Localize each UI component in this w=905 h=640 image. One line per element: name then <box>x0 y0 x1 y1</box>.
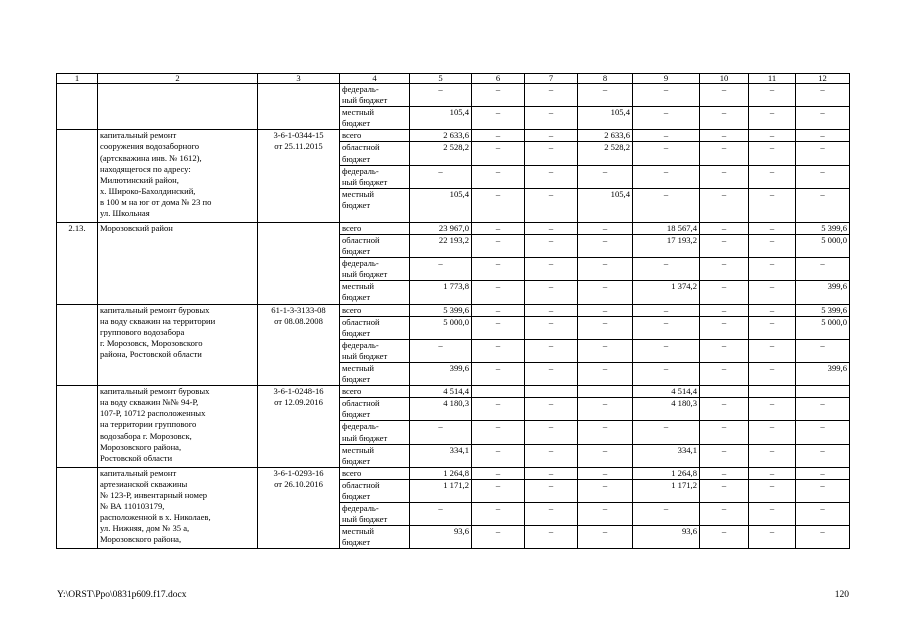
value-cell: 1 264,8 <box>410 467 472 479</box>
value-cell: 1 773,8 <box>410 281 472 304</box>
value-cell: 399,6 <box>796 362 850 385</box>
table-row <box>57 84 850 107</box>
header-cell: 10 <box>700 74 749 84</box>
item-number-cell: 2.13. <box>57 222 98 304</box>
budget-type-cell: местный бюджет <box>340 444 410 467</box>
value-cell: – <box>749 503 796 526</box>
value-cell: – <box>749 444 796 467</box>
value-cell: – <box>525 281 578 304</box>
value-cell: – <box>700 421 749 444</box>
document-ref-cell <box>258 84 340 130</box>
value-cell: – <box>749 304 796 316</box>
value-cell: – <box>633 142 700 165</box>
value-cell: – <box>578 398 633 421</box>
value-cell: – <box>700 222 749 234</box>
document-ref-cell: 3-6-1-0248-16 от 12.09.2016 <box>258 386 340 468</box>
value-cell: 93,6 <box>410 526 472 549</box>
value-cell: – <box>633 362 700 385</box>
value-cell: 399,6 <box>796 281 850 304</box>
budget-type-cell: местный бюджет <box>340 362 410 385</box>
value-cell: – <box>410 84 472 107</box>
value-cell: – <box>472 258 525 281</box>
value-cell: – <box>633 304 700 316</box>
value-cell: – <box>578 421 633 444</box>
budget-type-cell: всего <box>340 130 410 142</box>
value-cell: 4 514,4 <box>633 386 700 398</box>
item-number-cell <box>57 304 98 386</box>
value-cell: – <box>796 130 850 142</box>
value-cell: 334,1 <box>410 444 472 467</box>
value-cell: – <box>700 258 749 281</box>
item-name-cell: капитальный ремонт буровых на воду скважин на территории группового водозабора г. Морозовск, Морозовского района, Ростовской области <box>98 304 258 386</box>
value-cell: – <box>525 444 578 467</box>
value-cell: – <box>472 362 525 385</box>
value-cell: – <box>749 362 796 385</box>
value-cell: – <box>633 421 700 444</box>
value-cell: – <box>578 503 633 526</box>
item-name-cell: капитальный ремонт артезианской скважины № 123-Р, инвентарный номер № ВА 110103179, расположенной в х. Николаев, ул. Нижняя, дом № 35 а, Морозовского района, <box>98 467 258 549</box>
value-cell: – <box>472 234 525 257</box>
value-cell: 5 000,0 <box>410 316 472 339</box>
value-cell: – <box>578 165 633 188</box>
item-name-cell: Морозовский район <box>98 222 258 304</box>
header-cell: 4 <box>340 74 410 84</box>
value-cell: – <box>578 84 633 107</box>
budget-type-cell: областной бюджет <box>340 234 410 257</box>
value-cell: – <box>578 281 633 304</box>
value-cell: – <box>700 188 749 222</box>
header-cell: 3 <box>258 74 340 84</box>
value-cell: – <box>525 503 578 526</box>
value-cell: – <box>796 467 850 479</box>
value-cell: 4 180,3 <box>410 398 472 421</box>
budget-type-cell: всего <box>340 222 410 234</box>
value-cell: – <box>578 479 633 502</box>
value-cell: – <box>472 107 525 130</box>
value-cell: – <box>472 222 525 234</box>
value-cell: 1 171,2 <box>633 479 700 502</box>
value-cell: – <box>749 467 796 479</box>
value-cell: – <box>700 281 749 304</box>
table-row <box>57 222 850 234</box>
value-cell: 5 399,6 <box>796 222 850 234</box>
value-cell: – <box>525 222 578 234</box>
value-cell: – <box>472 503 525 526</box>
value-cell <box>525 386 578 398</box>
value-cell: – <box>749 398 796 421</box>
table-row <box>57 467 850 479</box>
header-cell: 5 <box>410 74 472 84</box>
value-cell: – <box>700 234 749 257</box>
item-name-cell: капитальный ремонт буровых на воду скважин №№ 94-Р, 107-Р, 10712 расположенных на территории группового водозабора г. Морозовск, Морозовского района, Ростовской области <box>98 386 258 468</box>
value-cell: – <box>749 222 796 234</box>
value-cell: 5 000,0 <box>796 316 850 339</box>
item-number-cell <box>57 130 98 222</box>
document-ref-cell: 3-6-1-0344-15 от 25.11.2015 <box>258 130 340 222</box>
value-cell: 5 399,6 <box>410 304 472 316</box>
value-cell: – <box>525 362 578 385</box>
budget-type-cell: федераль- ный бюджет <box>340 258 410 281</box>
budget-type-cell: местный бюджет <box>340 188 410 222</box>
value-cell: – <box>796 258 850 281</box>
value-cell: – <box>472 84 525 107</box>
value-cell: – <box>525 165 578 188</box>
budget-type-cell: федераль- ный бюджет <box>340 339 410 362</box>
value-cell: 2 528,2 <box>578 142 633 165</box>
budget-type-cell: всего <box>340 386 410 398</box>
value-cell: – <box>472 142 525 165</box>
value-cell: – <box>796 503 850 526</box>
value-cell: – <box>472 444 525 467</box>
value-cell: – <box>749 107 796 130</box>
value-cell: – <box>525 421 578 444</box>
value-cell: – <box>749 165 796 188</box>
value-cell: – <box>578 304 633 316</box>
value-cell: – <box>525 234 578 257</box>
value-cell: – <box>472 526 525 549</box>
value-cell: – <box>578 526 633 549</box>
value-cell: – <box>796 165 850 188</box>
value-cell: 4 180,3 <box>633 398 700 421</box>
value-cell: – <box>633 130 700 142</box>
value-cell: 2 528,2 <box>410 142 472 165</box>
value-cell: 1 264,8 <box>633 467 700 479</box>
value-cell: – <box>472 339 525 362</box>
table-row <box>57 304 850 316</box>
value-cell: 105,4 <box>578 107 633 130</box>
value-cell: – <box>700 316 749 339</box>
value-cell: 105,4 <box>410 188 472 222</box>
value-cell: – <box>578 222 633 234</box>
table-row <box>57 386 850 398</box>
budget-type-cell: областной бюджет <box>340 398 410 421</box>
header-cell: 7 <box>525 74 578 84</box>
value-cell: – <box>796 142 850 165</box>
value-cell: – <box>700 304 749 316</box>
value-cell: – <box>633 165 700 188</box>
value-cell: – <box>472 421 525 444</box>
value-cell: – <box>578 444 633 467</box>
value-cell: – <box>525 479 578 502</box>
value-cell: – <box>796 398 850 421</box>
value-cell <box>749 386 796 398</box>
item-number-cell <box>57 386 98 468</box>
value-cell: – <box>472 281 525 304</box>
value-cell: – <box>796 84 850 107</box>
value-cell: 23 967,0 <box>410 222 472 234</box>
value-cell: – <box>749 421 796 444</box>
value-cell <box>700 386 749 398</box>
value-cell: – <box>749 479 796 502</box>
document-ref-cell <box>258 222 340 304</box>
value-cell: – <box>472 398 525 421</box>
value-cell: 1 171,2 <box>410 479 472 502</box>
value-cell: 105,4 <box>578 188 633 222</box>
value-cell: – <box>633 316 700 339</box>
value-cell: 105,4 <box>410 107 472 130</box>
budget-type-cell: федераль- ный бюджет <box>340 165 410 188</box>
value-cell: 22 193,2 <box>410 234 472 257</box>
header-cell: 12 <box>796 74 850 84</box>
value-cell: – <box>749 84 796 107</box>
budget-type-cell: местный бюджет <box>340 281 410 304</box>
value-cell: – <box>749 258 796 281</box>
value-cell: – <box>525 339 578 362</box>
value-cell: 334,1 <box>633 444 700 467</box>
value-cell: – <box>700 479 749 502</box>
value-cell: – <box>700 398 749 421</box>
value-cell: – <box>749 526 796 549</box>
value-cell <box>472 386 525 398</box>
document-ref-cell: 61-1-3-3133-08 от 08.08.2008 <box>258 304 340 386</box>
value-cell: – <box>700 467 749 479</box>
value-cell: – <box>700 130 749 142</box>
budget-type-cell: всего <box>340 467 410 479</box>
header-cell: 9 <box>633 74 700 84</box>
value-cell: – <box>749 234 796 257</box>
value-cell <box>796 386 850 398</box>
value-cell: – <box>633 188 700 222</box>
budget-type-cell: местный бюджет <box>340 107 410 130</box>
value-cell: – <box>525 258 578 281</box>
value-cell: – <box>525 142 578 165</box>
budget-type-cell: федераль- ный бюджет <box>340 503 410 526</box>
value-cell: – <box>578 362 633 385</box>
value-cell: – <box>472 479 525 502</box>
value-cell: – <box>410 421 472 444</box>
value-cell: – <box>410 503 472 526</box>
value-cell: – <box>525 467 578 479</box>
budget-type-cell: областной бюджет <box>340 142 410 165</box>
value-cell: – <box>796 339 850 362</box>
header-cell: 8 <box>578 74 633 84</box>
value-cell: – <box>472 165 525 188</box>
value-cell: – <box>796 444 850 467</box>
budget-type-cell: местный бюджет <box>340 526 410 549</box>
header-cell: 2 <box>98 74 258 84</box>
item-name-cell: капитальный ремонт сооружения водозаборного (артскважина инв. № 1612), находящегося по адресу: Милютинский район, х. Широко-Бахолдинский, в 100 м на юг от дома № 23 по ул. Школьная <box>98 130 258 222</box>
budget-type-cell: федераль- ный бюджет <box>340 421 410 444</box>
value-cell: – <box>578 258 633 281</box>
value-cell: – <box>410 258 472 281</box>
value-cell: 17 193,2 <box>633 234 700 257</box>
value-cell: – <box>749 142 796 165</box>
value-cell: – <box>472 467 525 479</box>
budget-type-cell: федераль- ный бюджет <box>340 84 410 107</box>
value-cell: – <box>633 107 700 130</box>
budget-table <box>56 73 850 549</box>
value-cell: – <box>633 258 700 281</box>
value-cell: 18 567,4 <box>633 222 700 234</box>
value-cell: – <box>700 84 749 107</box>
budget-type-cell: всего <box>340 304 410 316</box>
value-cell: – <box>700 339 749 362</box>
value-cell: – <box>410 165 472 188</box>
page-number: 120 <box>834 590 849 600</box>
value-cell: – <box>796 479 850 502</box>
item-number-cell <box>57 84 98 130</box>
value-cell: – <box>700 362 749 385</box>
value-cell: 1 374,2 <box>633 281 700 304</box>
header-row <box>57 74 850 84</box>
value-cell: – <box>472 304 525 316</box>
budget-type-cell: областной бюджет <box>340 316 410 339</box>
value-cell: 4 514,4 <box>410 386 472 398</box>
value-cell: – <box>796 526 850 549</box>
value-cell: 93,6 <box>633 526 700 549</box>
value-cell: – <box>749 188 796 222</box>
value-cell: – <box>525 304 578 316</box>
header-cell: 11 <box>749 74 796 84</box>
value-cell: – <box>472 188 525 222</box>
value-cell: – <box>578 467 633 479</box>
value-cell: – <box>796 188 850 222</box>
value-cell: – <box>700 503 749 526</box>
value-cell: – <box>633 84 700 107</box>
value-cell: – <box>749 281 796 304</box>
value-cell: 399,6 <box>410 362 472 385</box>
value-cell: – <box>525 107 578 130</box>
value-cell: – <box>700 444 749 467</box>
value-cell: – <box>700 142 749 165</box>
value-cell: – <box>410 339 472 362</box>
value-cell: – <box>749 130 796 142</box>
value-cell: – <box>525 188 578 222</box>
value-cell: 2 633,6 <box>578 130 633 142</box>
value-cell: – <box>525 526 578 549</box>
value-cell: – <box>633 339 700 362</box>
value-cell <box>578 386 633 398</box>
value-cell: 2 633,6 <box>410 130 472 142</box>
value-cell: – <box>578 339 633 362</box>
value-cell: – <box>578 234 633 257</box>
value-cell: 5 000,0 <box>796 234 850 257</box>
value-cell: – <box>749 339 796 362</box>
value-cell: 5 399,6 <box>796 304 850 316</box>
table-body <box>57 74 850 549</box>
value-cell: – <box>700 526 749 549</box>
value-cell: – <box>525 398 578 421</box>
value-cell: – <box>796 421 850 444</box>
value-cell: – <box>700 165 749 188</box>
footer-file-path: Y:\ORST\Ppo\0831p609.f17.docx <box>57 590 187 600</box>
value-cell: – <box>749 316 796 339</box>
item-name-cell <box>98 84 258 130</box>
value-cell: – <box>700 107 749 130</box>
header-cell: 1 <box>57 74 98 84</box>
value-cell: – <box>633 503 700 526</box>
value-cell: – <box>525 84 578 107</box>
value-cell: – <box>796 107 850 130</box>
item-number-cell <box>57 467 98 549</box>
value-cell: – <box>578 316 633 339</box>
value-cell: – <box>472 130 525 142</box>
header-cell: 6 <box>472 74 525 84</box>
document-ref-cell: 3-6-1-0293-16 от 26.10.2016 <box>258 467 340 549</box>
value-cell: – <box>525 130 578 142</box>
budget-type-cell: областной бюджет <box>340 479 410 502</box>
table-row <box>57 130 850 142</box>
value-cell: – <box>472 316 525 339</box>
value-cell: – <box>525 316 578 339</box>
